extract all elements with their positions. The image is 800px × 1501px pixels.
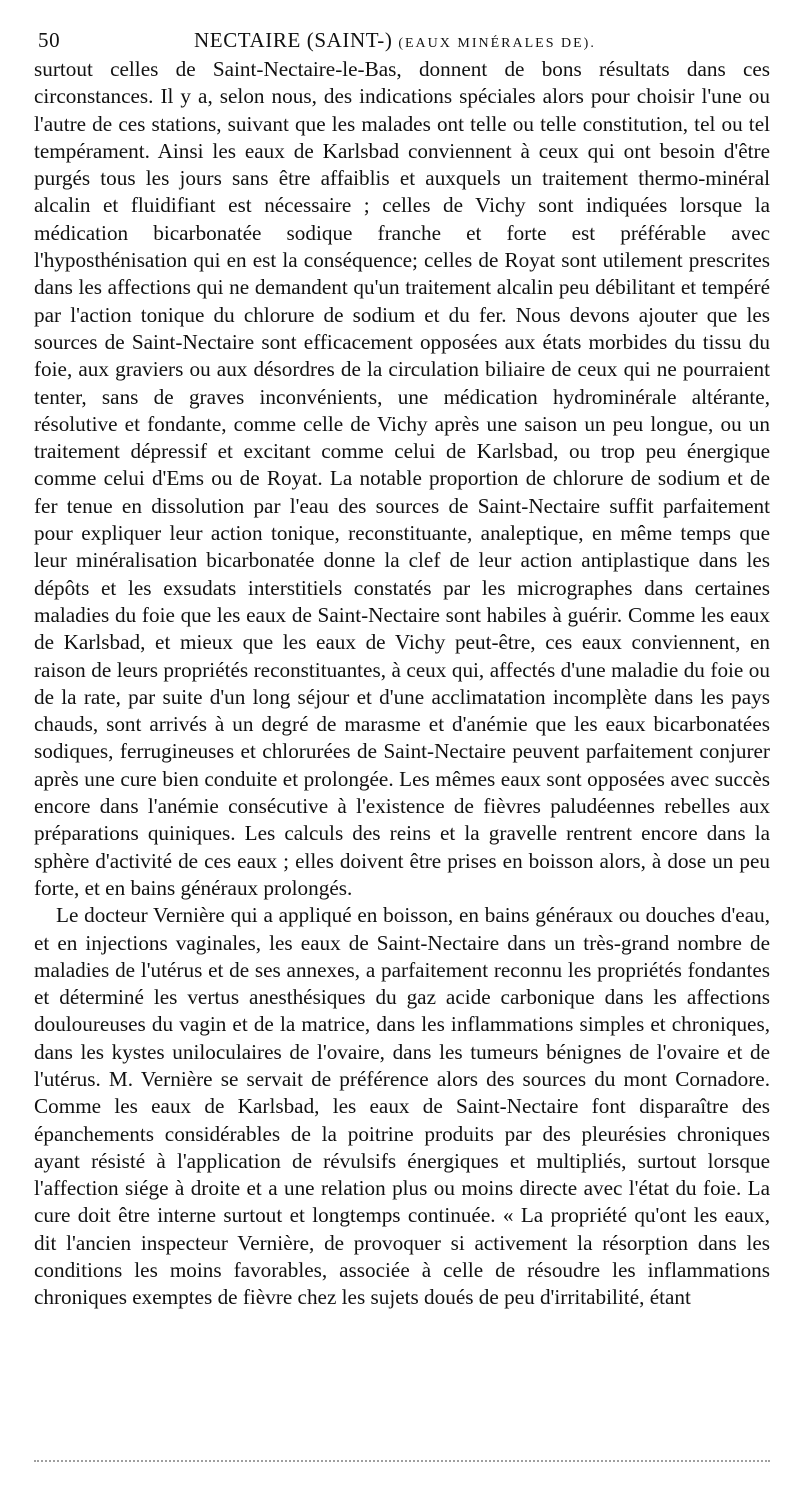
book-page bbox=[34, 22, 770, 1312]
paragraph-2: Le docteur Vernière qui a appliqué en boisson, en bains généraux ou douches d'eau, et en injections vaginales, les eaux de Saint-Nectaire dans un très-grand nombre de maladies de l'utérus et de ses annexes, a parfaitement reconnu les propriétés fondantes et déterminé les vertus anesthésiques du gaz acide carbonique dans les affections douloureuses du vagin et de la matrice, dans les inflammations simples et chroniques, dans les kystes uniloculaires de l'ovaire, dans les tumeurs bénignes de l'ovaire et de l'utérus. M. Vernière se servait de préférence alors des sources du mont Cornadore. Comme les eaux de Karlsbad, les eaux de Saint-Nectaire font disparaître des épanchements considérables de la poitrine produits par des pleurésies chroniques ayant résisté à l'application de révulsifs énergiques et multipliés, surtout lorsque l'affection siége à droite et a une relation plus ou moins directe avec l'état du foie. La cure doit être interne surtout et longtemps continuée. « La propriété qu'ont les eaux, dit l'ancien inspecteur Vernière, de provoquer si activement la résorption dans les conditions les moins favorables, associée à celle de résoudre les inflammations chroniques exemptes de fièvre chez les sujets doués de peu d'irritabilité, étant bbox=[34, 903, 770, 1310]
running-title-subtitle: (EAUX MINÉRALES DE). bbox=[398, 36, 596, 51]
running-title-main: NECTAIRE (SAINT-) bbox=[194, 28, 393, 52]
body-text bbox=[34, 56, 770, 1312]
footer-scan-artifact bbox=[34, 1460, 770, 1463]
running-head bbox=[34, 22, 770, 56]
paragraph-1: surtout celles de Saint-Nectaire-le-Bas, donnent de bons résultats dans ces circonstances. Il y a, selon nous, des indications spéciales alors pour choisir l'une ou l'autre de ces stations, suivant que les malades ont telle ou telle constitution, tel ou tel tempérament. Ainsi les eaux de Karlsbad conviennent à ceux qui ont besoin d'être purgés tous les jours sans être affaiblis et auxquels un traitement thermo-minéral alcalin et fluidifiant est nécessaire ; celles de Vichy sont indiquées lorsque la médication bicarbonatée sodique franche et forte est préférable avec l'hyposthénisation qui en est la conséquence; celles de Royat sont utilement prescrites dans les affections qui ne demandent qu'un traitement alcalin peu débilitant et tempéré par l'action tonique du chlorure de sodium et du fer. Nous devons ajouter que les sources de Saint-Nectaire sont efficacement opposées aux états morbides du tissu du foie, aux graviers ou aux désordres de la circulation biliaire de ceux qui ne pourraient tenter, sans de graves inconvénients, une médication hydrominérale altérante, résolutive et fondante, comme celle de Vichy après une saison un peu longue, ou un traitement dépressif et excitant comme celui de Karlsbad, ou trop peu énergique comme celui d'Ems ou de Royat. La notable proportion de chlorure de sodium et de fer tenue en dissolution par l'eau des sources de Saint-Nectaire suffit parfaitement pour expliquer leur action tonique, reconstituante, analeptique, en même temps que leur minéralisation bicarbonatée donne la clef de leur action antiplastique dans les dépôts et les exsudats interstitiels constatés par les micrographes dans certaines maladies du foie que les eaux de Saint-Nectaire sont habiles à guérir. Comme les eaux de Karlsbad, et mieux que les eaux de Vichy peut-être, ces eaux conviennent, en raison de leurs propriétés reconstituantes, à ceux qui, affectés d'une maladie du foie ou de la rate, par suite d'un long séjour et d'une acclimatation incomplète dans les pays chauds, sont arrivés à un degré de marasme et d'anémie que les eaux bicarbonatées sodiques, ferrugineuses et chlorurées de Saint-Nectaire peuvent parfaitement conjurer après une cure bien conduite et prolongée. Les mêmes eaux sont opposées avec succès encore dans l'anémie consécutive à l'existence de fièvres paludéennes rebelles aux préparations quiniques. Les calculs des reins et la gravelle rentrent encore dans la sphère d'activité de ces eaux ; elles doivent être prises en boisson alors, à dose un peu forte, et en bains généraux prolongés. bbox=[34, 57, 770, 900]
running-title bbox=[194, 28, 596, 53]
page-number: 50 bbox=[38, 28, 61, 52]
